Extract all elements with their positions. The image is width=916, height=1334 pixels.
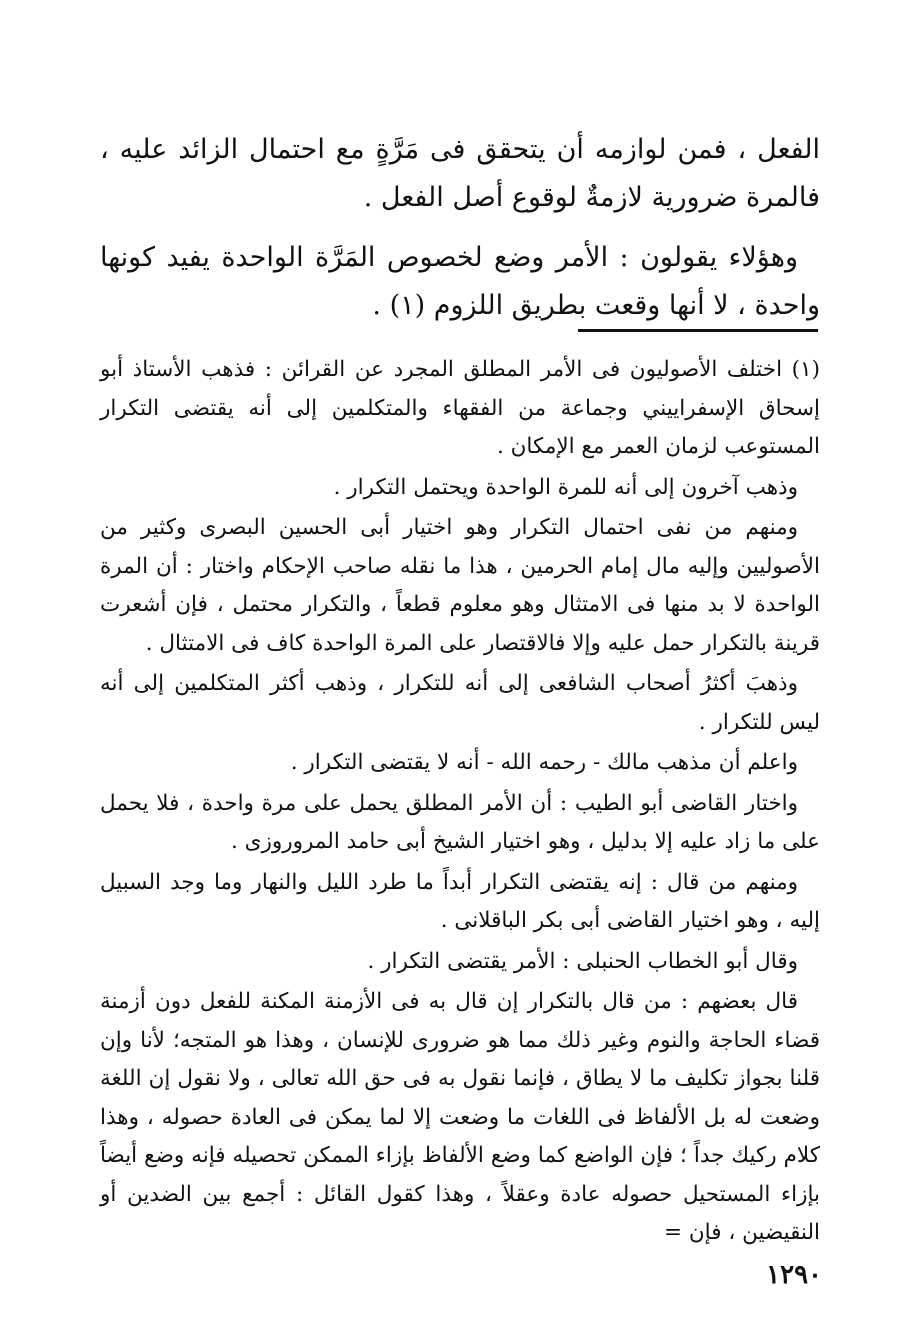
page-number: ١٢٩٠ <box>766 1260 822 1290</box>
footnote-separator <box>578 329 818 332</box>
footnote-paragraph-2: وذهب آخرون إلى أنه للمرة الواحدة ويحتمل التكرار . <box>333 474 798 500</box>
footnote-paragraph-4: وذهبَ أكثرُ أصحاب الشافعى إلى أنه للتكرار ، وذهب أكثر المتكلمين إلى أنه ليس للتكرار . <box>100 671 820 735</box>
main-paragraph-2: وهؤلاء يقولون : الأمر وضع لخصوص المَرَّة الواحدة يفيد كونها واحدة ، لا أنها وقعت بطريق اللزوم (١) . <box>100 242 820 321</box>
main-paragraph-1: الفعل ، فمن لوازمه أن يتحقق فى مَرَّةٍ مع احتمال الزائد عليه ، فالمرة ضرورية لازمةٌ لوقوع أصل الفعل . <box>100 134 820 213</box>
footnotes <box>100 351 820 1253</box>
footnote-paragraph-9: قال بعضهم : من قال بالتكرار إن قال به فى الأزمنة المكنة للفعل دون أزمنة قضاء الحاجة والنوم وغير ذلك مما هو ضرورى للإنسان ، وهذا هو المتجه؛ لأنا وإن قلنا بجواز تكليف ما لا يطاق ، فإنما نقول به فى حق الله تعالى ، ولا نقول إن اللغة وضعت له بل الألفاظ فى اللغات ما وضعت إلا لما يمكن فى العادة حصوله ، وهذا كلام ركيك جداً ؛ فإن الواضع كما وضع الألفاظ بإزاء الممكن تحصيله فإنه وضع أيضاً بإزاء المستحيل حصوله عادة وعقلاً ، وهذا كقول القائل : أجمع بين الضدين أو النقيضين ، فإن = <box>100 989 820 1245</box>
footnote-paragraph-6: واختار القاضى أبو الطيب : أن الأمر المطلق يحمل على مرة واحدة ، فلا يحمل على ما زاد عليه إلا بدليل ، وهو اختيار الشيخ أبى حامد المروروزى . <box>100 790 820 854</box>
footnote-paragraph-8: وقال أبو الخطاب الحنبلى : الأمر يقتضى التكرار . <box>367 948 798 974</box>
footnote-paragraph-3: ومنهم من نفى احتمال التكرار وهو اختيار أبى الحسين البصرى وكثير من الأصوليين وإليه مال إمام الحرمين ، هذا ما نقله صاحب الإحكام واختار : أن المرة الواحدة لا بد منها فى الامتثال وهو معلوم قطعاً ، والتكرار محتمل ، فإن أشعرت قرينة بالتكرار حمل عليه وإلا فالاقتصار على المرة الواحدة كاف فى الامتثال . <box>100 515 820 656</box>
footnote-paragraph-1: (١) اختلف الأصوليون فى الأمر المطلق المجرد عن القرائن : فذهب الأستاذ أبو إسحاق الإسفراييني وجماعة من الفقهاء والمتكلمين إلى أنه يقتضى التكرار المستوعب لزمان العمر مع الإمكان . <box>100 357 820 459</box>
footnote-paragraph-5: واعلم أن مذهب مالك - رحمه الله - أنه لا يقتضى التكرار . <box>290 750 798 775</box>
main-text <box>100 126 820 330</box>
footnote-paragraph-7: ومنهم من قال : إنه يقتضى التكرار أبداً ما طرد الليل والنهار وما وجد السبيل إليه ، وهو اختيار القاضى أبى بكر الباقلانى . <box>100 869 820 933</box>
